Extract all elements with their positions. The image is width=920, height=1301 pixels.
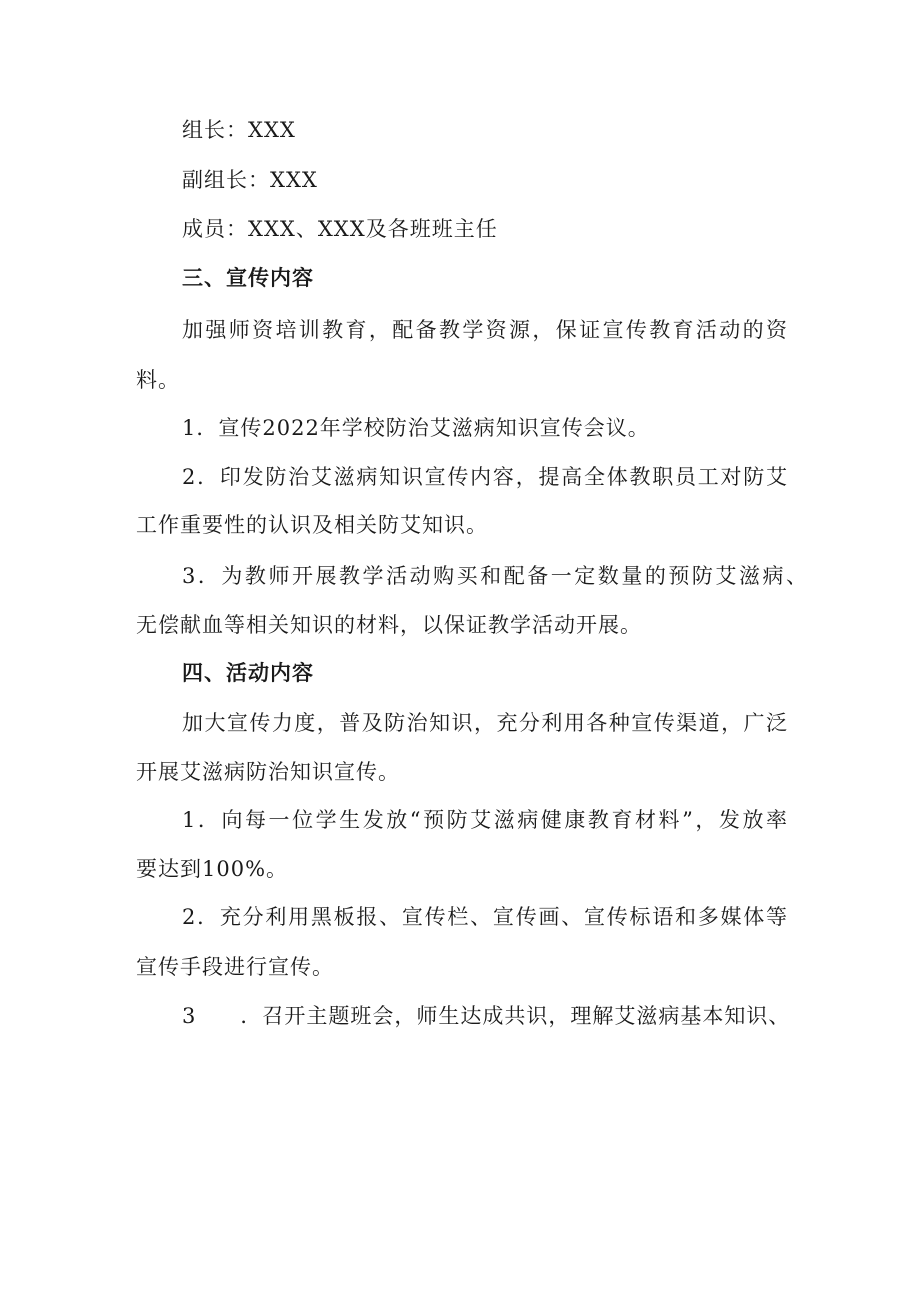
deputy-leader-line: 副组长：XXX [182, 168, 318, 192]
section-3-intro-line-1: 加强师资培训教育，配备教学资源，保证宣传教育活动的资 [182, 318, 788, 342]
section-4-item-3-line-1 [182, 1002, 790, 1030]
section-4-item-3-number: 3 [182, 1004, 197, 1028]
section-3-item-2-line-1: 2．印发防治艾滋病知识宣传内容，提高全体教职员工对防艾 [182, 465, 788, 489]
section-3-heading: 三、宣传内容 [182, 266, 314, 290]
section-3-item-2-line-2: 工作重要性的认识及相关防艾知识。 [136, 513, 488, 537]
section-4-intro-line-2: 开展艾滋病防治知识宣传。 [136, 760, 400, 784]
section-3-item-1: 1．宣传2022年学校防治艾滋病知识宣传会议。 [182, 416, 650, 440]
section-4-intro-line-1: 加大宣传力度，普及防治知识，充分利用各种宣传渠道，广泛 [182, 711, 788, 735]
section-3-intro-line-2: 料。 [136, 368, 180, 392]
section-3-item-3-line-2: 无偿献血等相关知识的材料，以保证教学活动开展。 [136, 613, 642, 637]
members-line: 成员：XXX、XXX及各班班主任 [182, 217, 498, 241]
section-4-item-1-line-1: 1．向每一位学生发放“预防艾滋病健康教育材料”，发放率 [182, 808, 788, 832]
section-4-item-2-line-1: 2．充分利用黑板报、宣传栏、宣传画、宣传标语和多媒体等 [182, 905, 788, 929]
section-4-item-1-line-2: 要达到100%。 [136, 857, 289, 881]
section-4-item-3-text: ．召开主题班会，师生达成共识，理解艾滋病基本知识、 [240, 1004, 791, 1028]
section-3-item-3-line-1: 3．为教师开展教学活动购买和配备一定数量的预防艾滋病、 [182, 564, 808, 588]
leader-line: 组长：XXX [182, 118, 296, 142]
section-4-heading: 四、活动内容 [182, 661, 314, 685]
section-4-item-2-line-2: 宣传手段进行宣传。 [136, 955, 334, 979]
